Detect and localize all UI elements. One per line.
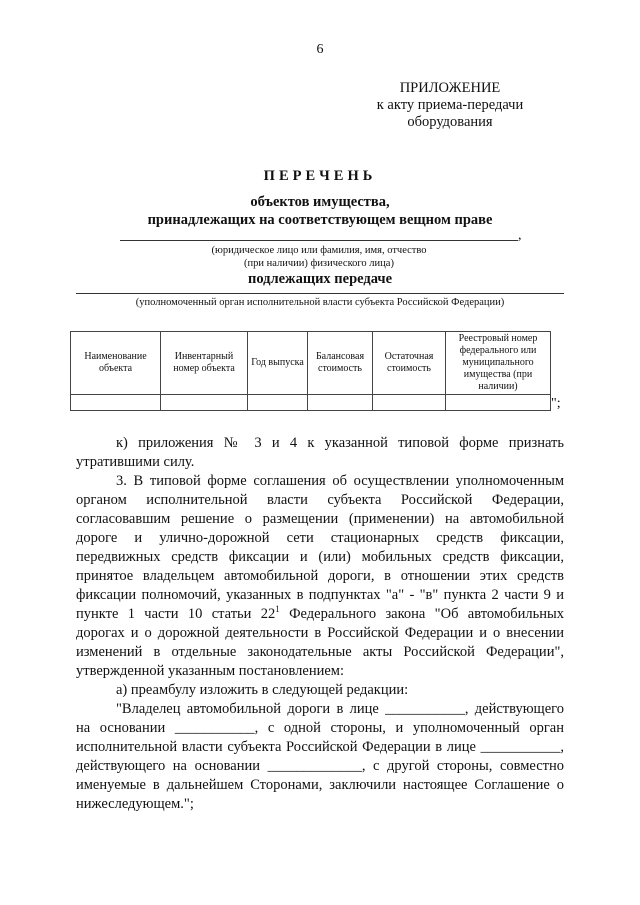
owner-caption-line-1: (юридическое лицо или фамилия, имя, отчество [211,245,427,256]
paragraph-3-part-2: Федерального закона "Об автомобильных дорогах и о дорожной деятельности в Российской Федерации и о внесении изменений в отдельные законодательные акты Российской Федерации", утвержденной указанным постановлением: [76,606,564,679]
body-text [76,434,564,814]
table-cell [161,395,248,411]
header-inventory-number: Инвентарный номер объекта [161,332,248,395]
appendix-header [340,80,560,131]
table-cell [373,395,446,411]
appendix-line-2: к акту приема-передачи [376,97,524,113]
header-object-name: Наименование объекта [71,332,161,395]
table-header-row [71,332,551,395]
authority-caption: (уполномоченный орган исполнительной власти субъекта Российской Федерации) [135,297,505,308]
paragraph-preamble: "Владелец автомобильной дороги в лице ___________, действующего на основании ___________, с одной стороны, и уполномоченный орган исполнительной власти субъекта Российской Федерации в лице ___________, действующего на основании _____________, с другой стороны, совместно именуемые в дальнейшем Сторонами, заключили настоящее Соглашение о нижеследующем."; [76,701,564,812]
page-number: 6 [316,42,324,57]
table-closing-quote: "; [551,396,561,411]
header-residual-value: Остаточная стоимость [373,332,446,395]
subtitle-line-2: принадлежащих на соответствующем вещном праве [147,212,493,228]
to-be-transferred-heading: подлежащих передаче [247,271,393,287]
fill-line-authority [76,293,564,294]
appendix-line-1: ПРИЛОЖЕНИЕ [399,80,501,96]
appendix-line-3: оборудования [407,114,493,130]
owner-caption-line-2: (при наличии) физического лица) [244,258,394,269]
header-registry-number: Реестровый номер федерального или муниципального имущества (при наличии) [446,332,551,395]
owner-caption [120,244,518,270]
table-cell [446,395,551,411]
header-year: Год выпуска [248,332,308,395]
table-cell [308,395,373,411]
document-title: ПЕРЕЧЕНЬ [263,168,377,184]
paragraph-3-part-1: 3. В типовой форме соглашения об осуществлении уполномоченным органом исполнительной власти субъекта Российской Федерации, согласовавшим решение о размещении (применении) на автомобильной дороге и улично-дорожной сети стационарных средств фиксации, передвижных средств фиксации и (или) мобильных средств фиксации, принятое владельцем автомобильной дороги, в отношении этих средств фиксации полномочий, указанных в подпунктах "а" - "в" пункта 2 части 9 и пункте 1 части 10 статьи 22 [76,473,564,622]
fill-line-comma: , [518,228,522,243]
table-cell [248,395,308,411]
table-row [71,395,551,411]
article-superscript: 1 [275,604,280,615]
header-book-value: Балансовая стоимость [308,332,373,395]
paragraph-3 [76,472,564,681]
document-subtitle [60,193,580,229]
paragraph-k: к) приложения № 3 и 4 к указанной типовой форме признать утратившими силу. [76,435,564,470]
paragraph-a: а) преамбулу изложить в следующей редакции: [116,682,409,698]
fill-line-owner [120,240,518,241]
subtitle-line-1: объектов имущества, [250,194,390,210]
property-table [70,331,551,411]
table-cell [71,395,161,411]
